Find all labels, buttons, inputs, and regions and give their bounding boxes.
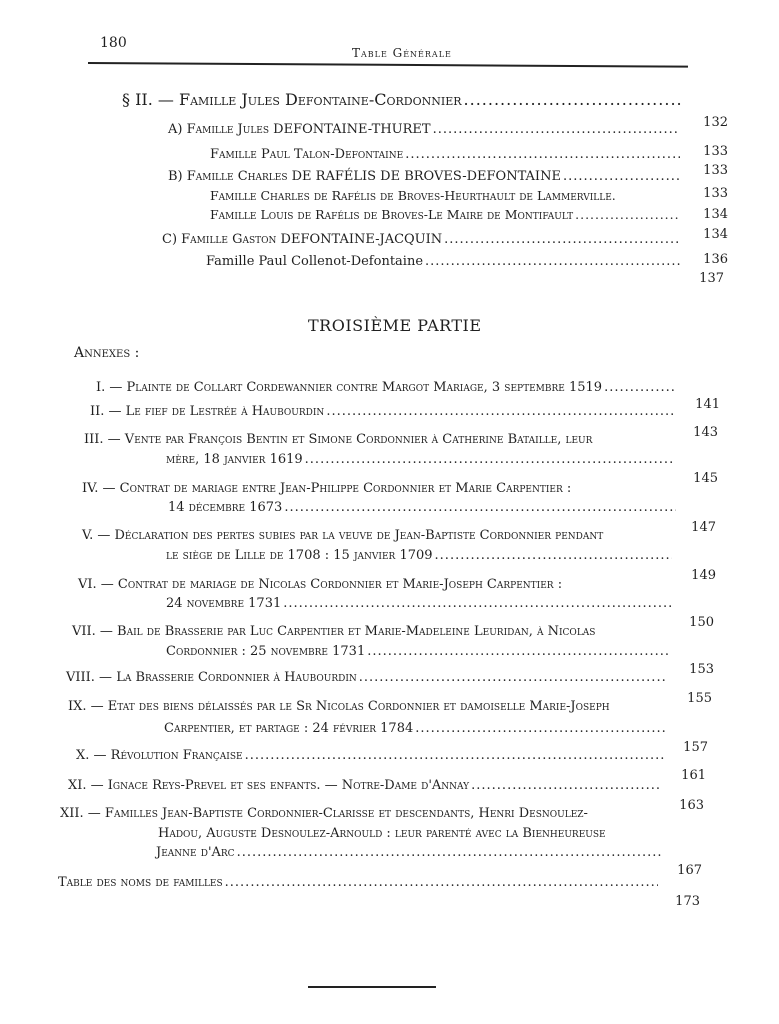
annex-entry-cont [166, 452, 674, 467]
annex-page: 149 [691, 568, 716, 583]
running-title: Table Générale [352, 46, 452, 60]
toc-entry-page: 133 [703, 163, 728, 178]
page-number: 180 [100, 35, 127, 51]
annex-line: III. — Vente par François Bentin et Simone Cordonnier à Catherine Bataille, leur [84, 432, 593, 447]
annex-page: 161 [681, 768, 706, 783]
toc-entry [206, 254, 680, 269]
toc-entry-text: C) Famille Gaston DEFONTAINE-JACQUIN [162, 232, 443, 247]
annex-page: 147 [691, 520, 716, 535]
toc-entry [210, 207, 680, 222]
annex-entry [82, 528, 676, 543]
annex-line: II. — Le fief de Lestrée à Haubourdin [90, 404, 325, 419]
annex-entry [66, 670, 666, 685]
annex-line: Cordonnier : 25 novembre 1731 [166, 644, 366, 659]
annex-line: VII. — Bail de Brasserie par Luc Carpentier et Marie-Madeleine Leuridan, à Nicolas [72, 624, 596, 639]
annex-entry [60, 806, 664, 821]
annex-entry [72, 624, 672, 639]
annex-page: 163 [679, 798, 704, 813]
annex-entry [84, 432, 676, 447]
annex-entry-cont [164, 721, 668, 736]
annex-entry-cont [168, 500, 676, 515]
annex-page: 153 [689, 662, 714, 677]
annex-line: Carpentier, et partage : 24 février 1784 [164, 721, 414, 736]
toc-entry-page: 134 [703, 227, 728, 242]
annex-line: I. — Plainte de Collart Cordewannier contre Margot Mariage, 3 septembre 1519 [96, 380, 603, 395]
annex-page: 150 [689, 615, 714, 630]
annex-line: IV. — Contrat de mariage entre Jean-Philippe Cordonnier et Marie Carpentier : [82, 481, 572, 496]
section-title-text: § II. — Famille Jules Defontaine-Cordonnier [122, 90, 462, 109]
toc-entry-text: Famille Paul Talon-Defontaine [210, 147, 404, 162]
toc-entry [168, 169, 680, 184]
annex-line: mère, 18 janvier 1619 [166, 452, 303, 467]
annex-page: 143 [693, 425, 718, 440]
annex-entry [82, 481, 676, 496]
toc-entry-text: B) Famille Charles DE RAFÉLIS DE BROVES-DEFONTAINE [168, 169, 561, 184]
toc-entry [168, 122, 680, 137]
toc-entry-page: 137 [699, 271, 724, 286]
toc-entry-text: Famille Charles de Rafélis de Broves-Heurthault de Lammerville. [210, 188, 616, 203]
toc-entry-text: A) Famille Jules DEFONTAINE-THURET [168, 122, 431, 137]
toc-entry-page: 133 [703, 186, 728, 201]
annexes-label: Annexes : [74, 345, 140, 361]
annex-entry-cont [166, 596, 672, 611]
annex-line: Hadou, Auguste Desnoulez-Arnould : leur parenté avec la Bienheureuse [158, 826, 606, 841]
table-noms-entry [58, 875, 658, 890]
annex-line: IX. — Etat des biens délaissés par le Sr Nicolas Cordonnier et damoiselle Marie-Joseph [68, 699, 610, 714]
annex-page: 157 [683, 740, 708, 755]
annex-page: 155 [687, 691, 712, 706]
annex-line: Jeanne d'Arc [156, 845, 235, 860]
annex-entry [76, 748, 664, 763]
annex-page: 167 [677, 863, 702, 878]
annex-line: V. — Déclaration des pertes subies par la veuve de Jean-Baptiste Cordonnier pendant [82, 528, 604, 543]
section-title [122, 90, 682, 109]
toc-entry-text: Famille Louis de Rafélis de Broves-Le Maire de Montifault [210, 207, 574, 222]
annex-entry [68, 778, 662, 793]
annex-entry-cont [166, 644, 670, 659]
annex-line: VI. — Contrat de mariage de Nicolas Cordonnier et Marie-Joseph Carpentier : [78, 577, 563, 592]
annex-entry-cont [156, 845, 662, 860]
annex-line: le siège de Lille de 1708 : 15 janvier 1709 [166, 548, 433, 563]
annex-entry [96, 380, 676, 395]
toc-entry [210, 188, 680, 203]
header-rule [88, 62, 688, 68]
annex-line: X. — Révolution Française [76, 748, 243, 763]
annex-line: 14 décembre 1673 [168, 500, 283, 515]
table-noms-text: Table des noms de familles [58, 875, 223, 890]
footer-rule [308, 986, 436, 988]
part-title: TROISIÈME PARTIE [308, 316, 482, 335]
annex-line: VIII. — La Brasserie Cordonnier à Haubourdin [66, 670, 357, 685]
annex-line: XII. — Familles Jean-Baptiste Cordonnier-Clarisse et descendants, Henri Desnoulez- [60, 806, 588, 821]
toc-entry [210, 147, 680, 162]
annex-entry [90, 404, 674, 419]
annex-entry [68, 699, 672, 714]
annex-entry-cont [158, 826, 664, 841]
toc-entry [162, 232, 680, 247]
table-noms-page: 173 [675, 894, 700, 909]
annex-page: 145 [693, 471, 718, 486]
annex-page: 141 [695, 397, 720, 412]
toc-entry-text: Famille Paul Collenot-Defontaine [206, 254, 424, 269]
toc-entry-page: 136 [703, 252, 728, 267]
annex-entry-cont [166, 548, 672, 563]
section-page: 132 [703, 115, 728, 130]
annex-line: 24 novembre 1731 [166, 596, 282, 611]
annex-entry [78, 577, 674, 592]
annex-line: XI. — Ignace Reys-Prevel et ses enfants. — Notre-Dame d'Annay [68, 778, 470, 793]
toc-entry-page: 134 [703, 207, 728, 222]
toc-entry-page: 133 [703, 144, 728, 159]
